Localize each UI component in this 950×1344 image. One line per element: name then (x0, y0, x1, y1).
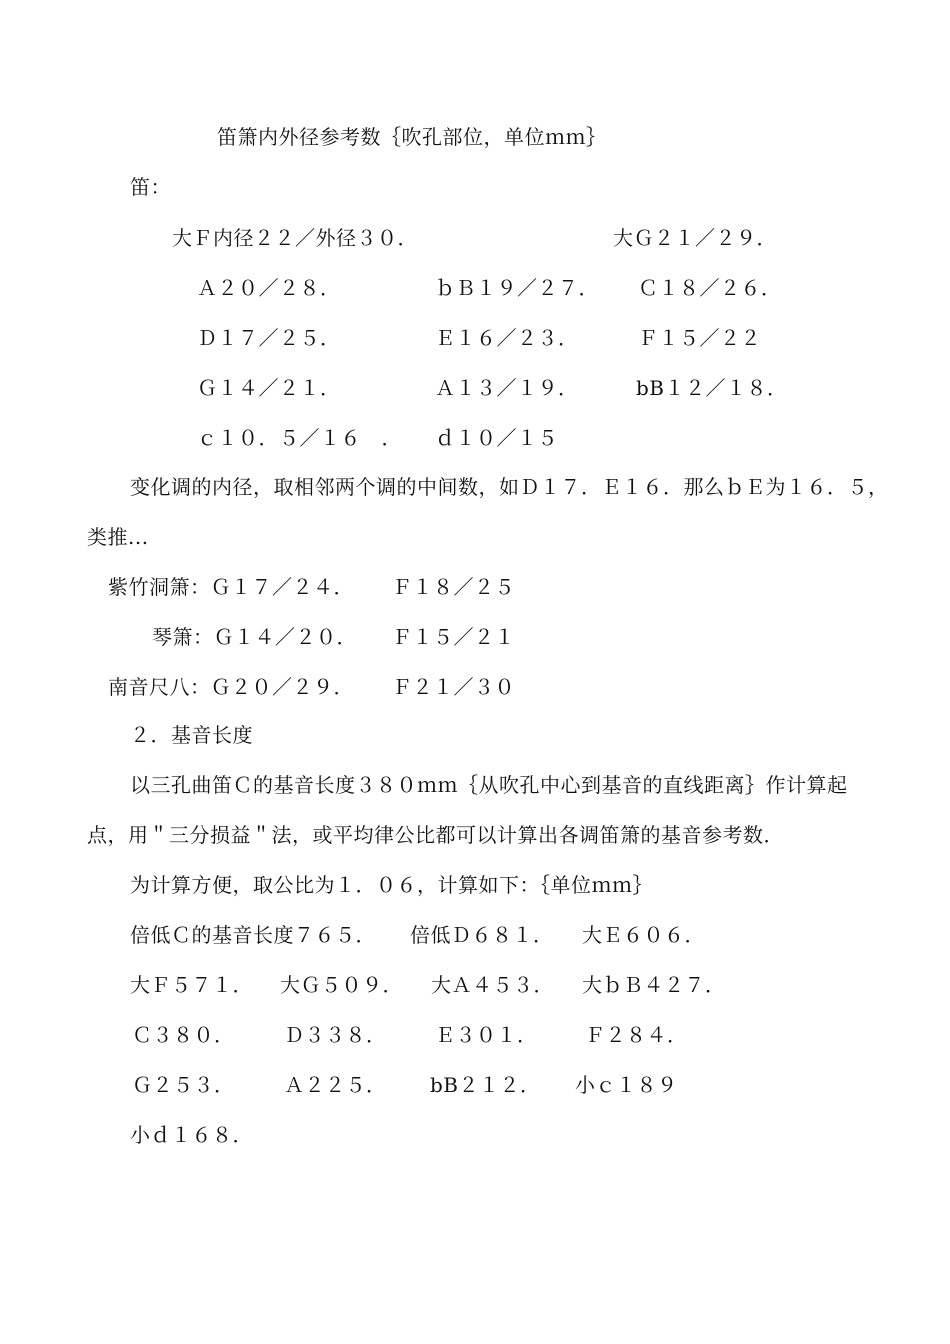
length-cell: 大Ｇ５０９． (280, 973, 403, 997)
length-cell: 大Ｆ５７１． (130, 973, 253, 997)
length-cell: Ｄ３３８． (284, 1023, 387, 1047)
paragraph-line: 点，用＂三分损益＂法，或平均律公比都可以计算出各调笛箫的基音参考数． (87, 823, 784, 847)
length-cell: 倍低Ｃ的基音长度７６５． (130, 923, 376, 947)
flute-cell: ｃ１０．５／１６ ． (197, 426, 402, 450)
flute-cell: Ｆ１５／２２ (638, 326, 761, 350)
length-cell: Ｇ２５３． (132, 1073, 235, 1097)
flute-cell: 大Ｆ内径２２／外径３０． (172, 226, 418, 250)
paragraph-line: 变化调的内径，取相邻两个调的中间数，如Ｄ１７．Ｅ１６．那么ｂＥ为１６．５， (130, 475, 889, 499)
xiao-cell: 南音尺八：Ｇ２０／２９． (108, 675, 354, 699)
paragraph-line: 类推... (87, 525, 149, 549)
length-cell: 大ｂＢ４２７． (582, 973, 726, 997)
flute-heading: 笛： (130, 175, 171, 199)
page-title: 笛箫内外径参考数｛吹孔部位，单位ｍｍ｝ (217, 125, 607, 149)
section-heading: ２．基音长度 (130, 723, 253, 747)
length-cell: 大Ｅ６０６． (582, 923, 705, 947)
xiao-cell: Ｆ２１／３０ (392, 675, 515, 699)
flute-cell: Ｅ１６／２３． (435, 326, 579, 350)
paragraph-line: 以三孔曲笛Ｃ的基音长度３８０ｍｍ｛从吹孔中心到基音的直线距离｝作计算起 (130, 773, 848, 797)
flute-cell: Ａ２０／２８． (197, 276, 341, 300)
xiao-cell: Ｆ１５／２１ (392, 625, 515, 649)
length-cell: Ｆ２８４． (585, 1023, 688, 1047)
flute-cell: Ｃ１８／２６． (638, 276, 782, 300)
length-cell: Ｃ３８０． (132, 1023, 235, 1047)
length-cell: bB２１２． (430, 1073, 541, 1097)
flute-cell: bB１２／１８． (636, 376, 788, 400)
length-cell: Ｅ３０１． (435, 1023, 538, 1047)
length-cell: 小ｄ１６８． (130, 1123, 253, 1147)
flute-cell: Ｇ１４／２１． (197, 376, 341, 400)
paragraph-line: 为计算方便，取公比为１．０６，计算如下：｛单位ｍｍ｝ (130, 873, 653, 897)
xiao-cell: 紫竹洞箫：Ｇ１７／２４． (108, 575, 354, 599)
xiao-cell: Ｆ１８／２５ (392, 575, 515, 599)
length-cell: 小ｃ１８９ (575, 1073, 678, 1097)
xiao-cell: 琴箫：Ｇ１４／２０． (152, 625, 357, 649)
length-cell: Ａ２２５． (284, 1073, 387, 1097)
length-cell: 大Ａ４５３． (431, 973, 554, 997)
flute-cell: ｄ１０／１５ (435, 426, 558, 450)
flute-cell: Ｄ１７／２５． (197, 326, 341, 350)
length-cell: 倍低Ｄ６８１． (410, 923, 554, 947)
flute-cell: Ａ１３／１９． (435, 376, 579, 400)
flute-cell: ｂＢ１９／２７． (435, 276, 599, 300)
flute-cell: 大Ｇ２１／２９． (613, 226, 777, 250)
